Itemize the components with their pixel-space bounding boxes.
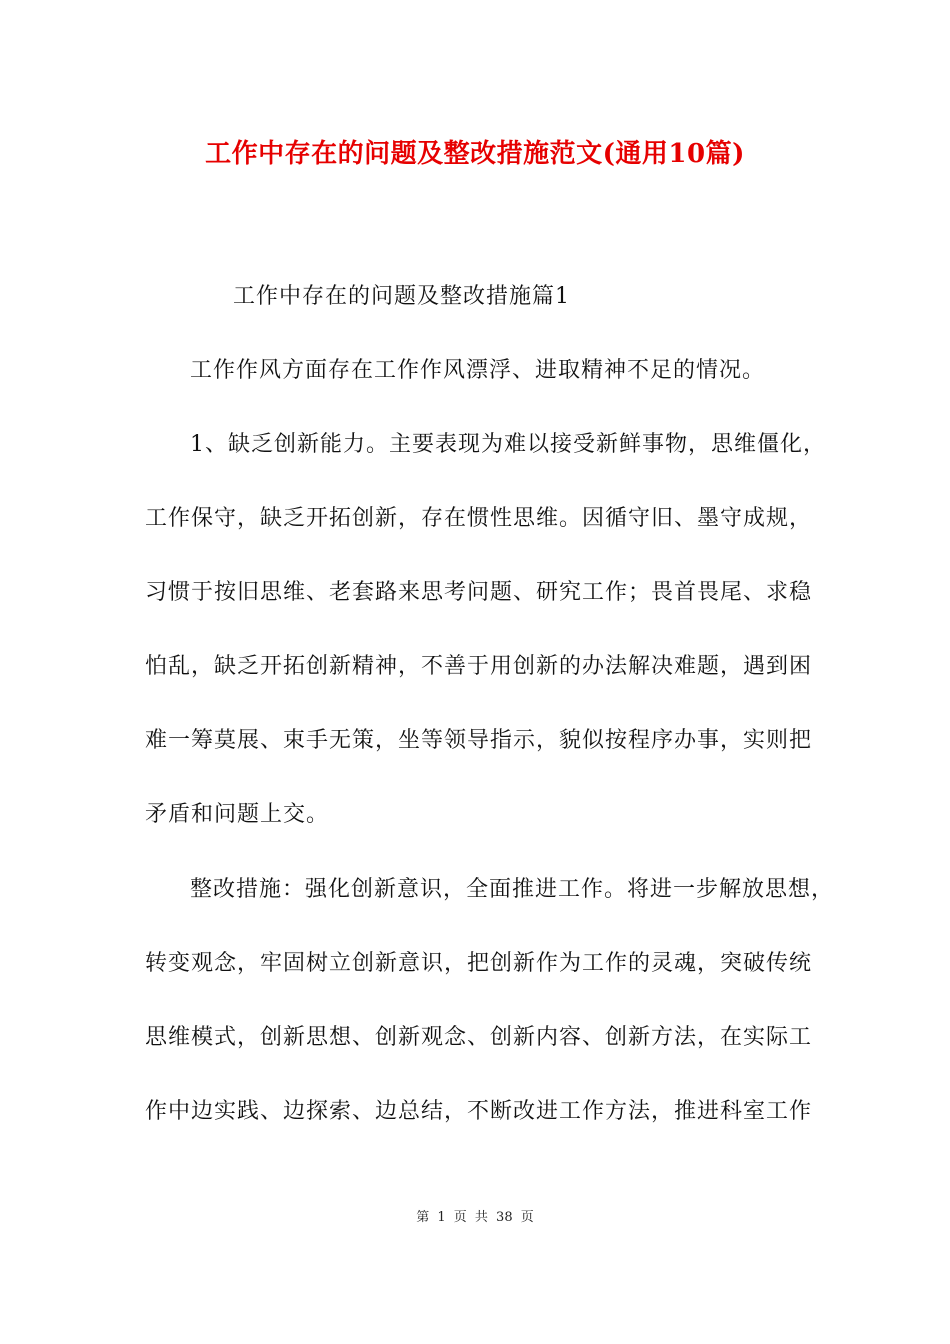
paragraph-line: 习惯于按旧思维、老套路来思考问题、研究工作；畏首畏尾、求稳 <box>145 580 813 605</box>
paragraph-line: 作中边实践、边探索、边总结，不断改进工作方法，推进科室工作 <box>145 1099 813 1124</box>
paragraph-line: 矛盾和问题上交。 <box>145 802 330 827</box>
paragraph-line: 难一筹莫展、束手无策，坐等领导指示，貌似按程序办事，实则把 <box>145 728 813 753</box>
page-number-footer: 第 1 页 共 38 页 <box>416 1210 534 1225</box>
paragraph-line: 工作保守，缺乏开拓创新，存在惯性思维。因循守旧、墨守成规， <box>145 506 813 531</box>
paragraph-line: 思维模式，创新思想、创新观念、创新内容、创新方法，在实际工 <box>145 1025 813 1050</box>
paragraph-line: 怕乱，缺乏开拓创新精神，不善于用创新的办法解决难题，遇到困 <box>145 654 813 679</box>
paragraph-line: 整改措施：强化创新意识，全面推进工作。将进一步解放思想， <box>190 877 835 902</box>
section-heading: 工作中存在的问题及整改措施篇1 <box>233 284 570 309</box>
paragraph-line: 转变观念，牢固树立创新意识，把创新作为工作的灵魂，突破传统 <box>145 951 813 976</box>
paragraph-line: 工作作风方面存在工作作风漂浮、进取精神不足的情况。 <box>190 358 766 383</box>
paragraph-line: 1、缺乏创新能力。主要表现为难以接受新鲜事物，思维僵化， <box>190 432 826 457</box>
document-title: 工作中存在的问题及整改措施范文(通用10篇) <box>205 139 745 169</box>
